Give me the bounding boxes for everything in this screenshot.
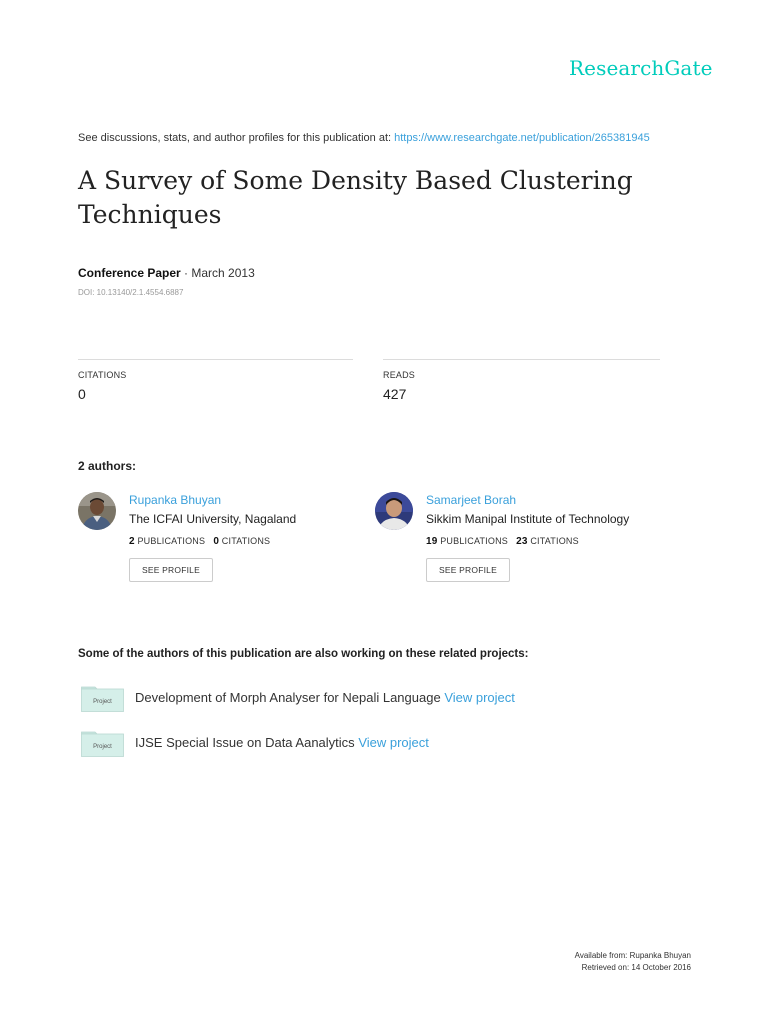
available-from: Available from: Rupanka Bhuyan [574,951,691,960]
author-citations-label: CITATIONS [219,536,271,546]
author-publications-label: PUBLICATIONS [437,536,508,546]
view-project-link[interactable]: View project [358,735,429,750]
author-photo-icon [78,492,116,530]
author-avatar[interactable] [78,492,116,530]
author-stats [129,536,270,547]
retrieved-on: Retrieved on: 14 October 2016 [581,963,691,972]
project-folder-icon [81,686,124,712]
publication-link-line [78,132,650,144]
publication-date: · March 2013 [180,266,255,280]
publication-url-link[interactable]: https://www.researchgate.net/publication/265381945 [394,132,650,144]
project-title: IJSE Special Issue on Data Aanalytics [135,735,355,750]
reads-divider [383,359,660,360]
author-stats [426,536,579,547]
see-profile-button[interactable]: SEE PROFILE [129,558,213,582]
author-photo-icon [375,492,413,530]
author-publications-label: PUBLICATIONS [134,536,206,546]
related-projects-heading: Some of the authors of this publication are also working on these related projects: [78,648,529,660]
author-avatar[interactable] [375,492,413,530]
reads-label: READS [383,370,416,380]
author-name-link[interactable]: Rupanka Bhuyan [129,493,222,507]
see-profile-button[interactable]: SEE PROFILE [426,558,510,582]
author-publications-count: 2 [129,536,135,547]
see-discussions-text: See discussions, stats, and author profiles for this publication at: [78,132,395,144]
researchgate-logo[interactable]: ResearchGate [569,56,713,80]
author-citations-label: CITATIONS [527,536,579,546]
publication-type: Conference Paper [78,266,181,280]
reads-value: 427 [383,386,407,402]
citations-divider [78,359,353,360]
author-institution: Sikkim Manipal Institute of Technology [426,512,630,526]
project-title: Development of Morph Analyser for Nepali Language [135,690,441,705]
author-publications-count: 19 [426,536,438,547]
project-icon-label: Project [93,744,112,750]
author-citations-count: 0 [213,536,220,547]
publication-doi: DOI: 10.13140/2.1.4554.6887 [78,288,184,297]
view-project-link[interactable]: View project [444,690,515,705]
project-row [135,690,515,705]
publication-title: A Survey of Some Density Based Clustering Techniques [78,166,633,229]
project-icon-label: Project [93,699,112,705]
project-folder-icon [81,731,124,757]
citations-label: CITATIONS [78,370,127,380]
publication-meta [78,266,255,280]
author-institution: The ICFAI University, Nagaland [129,512,297,526]
author-name-link[interactable]: Samarjeet Borah [426,493,517,507]
author-citations-count: 23 [516,536,528,547]
authors-heading: 2 authors: [78,459,137,473]
project-row [135,735,429,750]
citations-value: 0 [78,386,86,402]
